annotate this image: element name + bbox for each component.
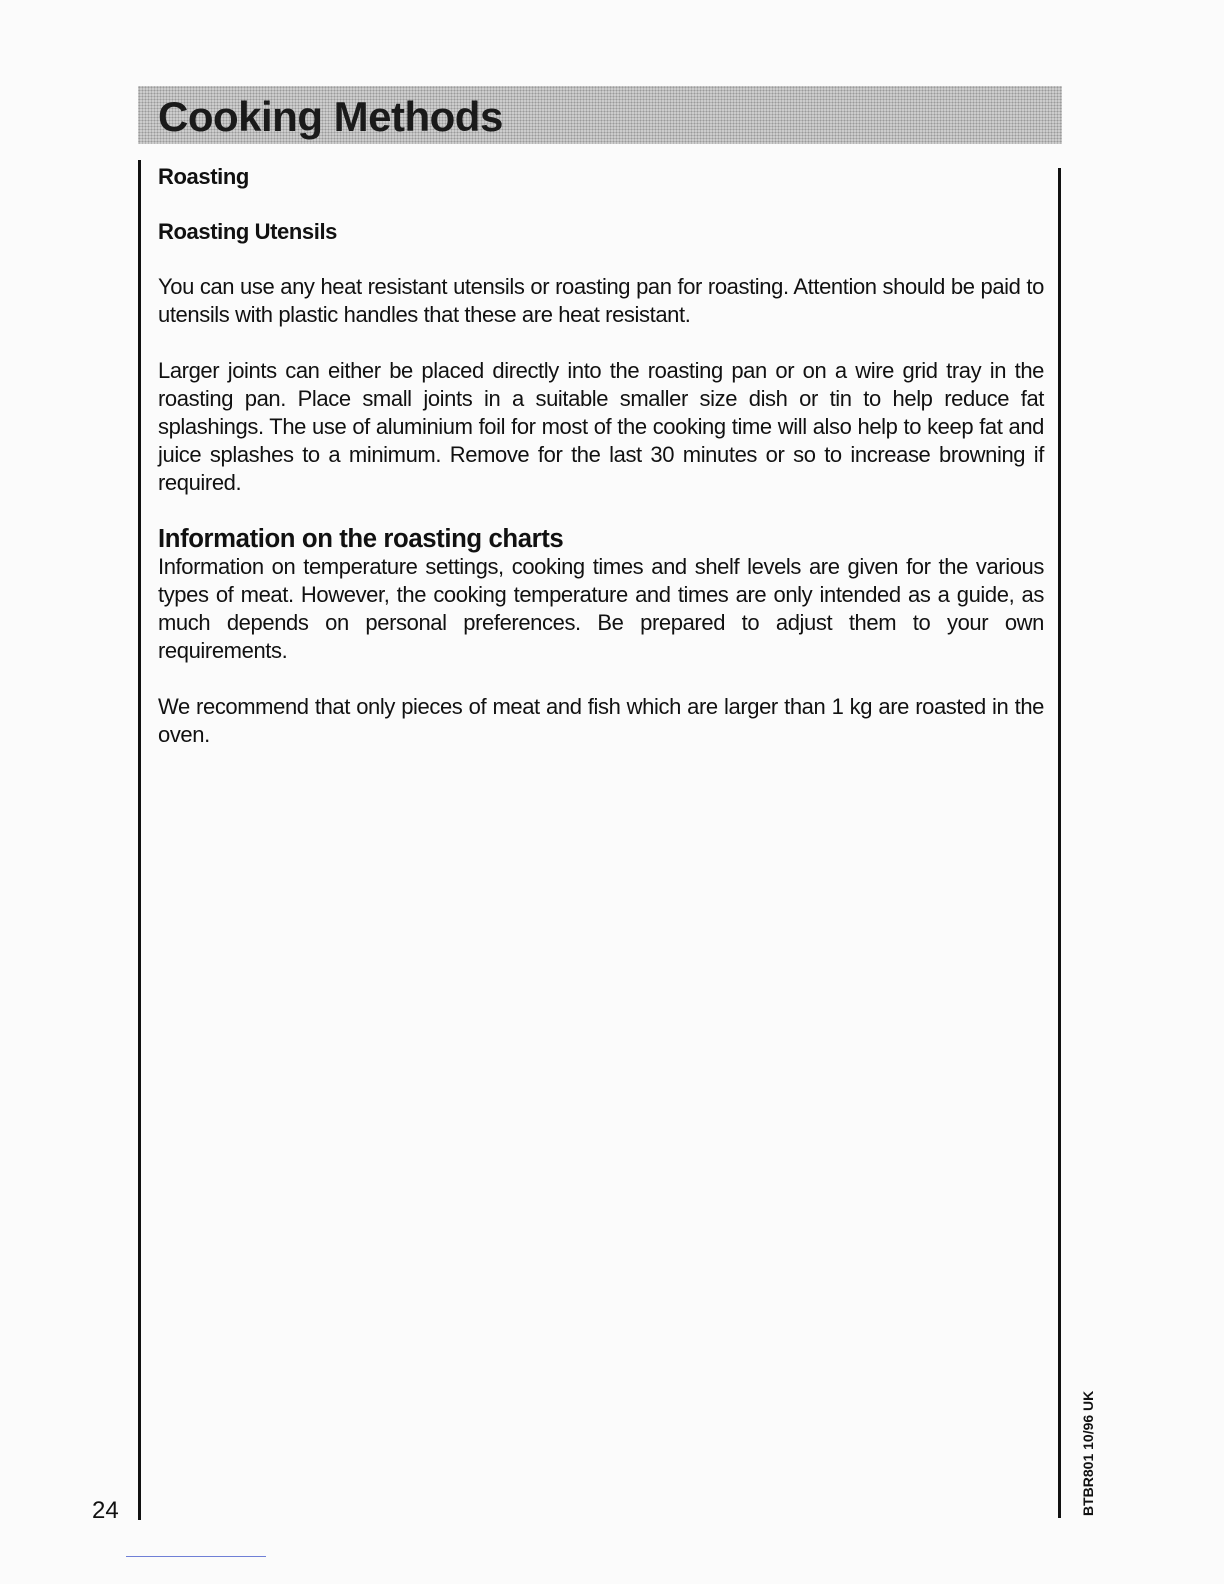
subheading-roasting-charts: Information on the roasting charts (158, 525, 564, 553)
left-margin-rule (138, 160, 141, 1520)
paragraph-joints: Larger joints can either be placed directly into the roasting pan or on a wire grid tray in the roasting pan. Place small joints in a suitable smaller size dish or tin to help reduce fat splashings. The use of aluminium foil for most of the cooking time will also help to keep fat and juice splashes to a minimum. Remove for the last 30 minutes or so to increase browning if required. (158, 358, 1044, 495)
page-title: Cooking Methods (158, 93, 503, 140)
page-content (158, 163, 1044, 777)
footer-line (126, 1556, 266, 1557)
paragraph-recommendation: We recommend that only pieces of meat and fish which are larger than 1 kg are roasted in the oven. (158, 694, 1044, 747)
section-heading-roasting: Roasting (158, 164, 249, 189)
document-code: BTBR801 10/96 UK (1080, 1390, 1096, 1516)
subheading-roasting-utensils: Roasting Utensils (158, 219, 338, 244)
paragraph-utensils: You can use any heat resistant utensils or roasting pan for roasting. Attention should be paid to utensils with plastic handles that these are heat resistant. (158, 274, 1044, 327)
paragraph-charts-info: Information on temperature settings, cooking times and shelf levels are given for the various types of meat. However, the cooking temperature and times are only intended as a guide, as much depends on personal preferences. Be prepared to adjust them to your own requirements. (158, 554, 1044, 663)
page-number: 24 (92, 1497, 119, 1524)
right-margin-rule (1058, 168, 1061, 1518)
